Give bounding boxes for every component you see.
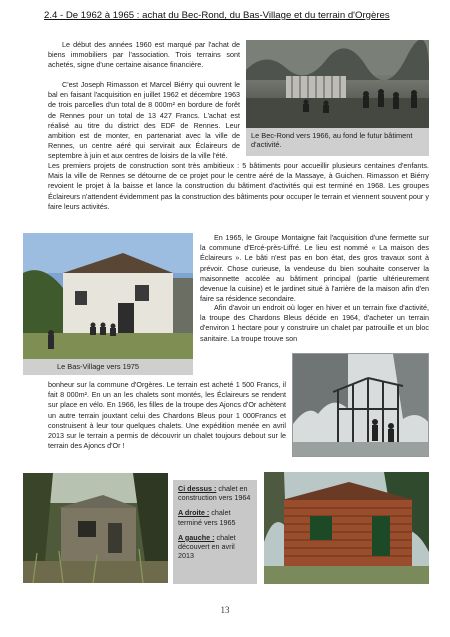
paragraph-orgeres: bonheur sur la commune d'Orgères. Le terrain est acheté 1 500 Francs, il fait 8 000m². En un an les chalets sont montés, les Éclaireurs se rendent sur place en vélo. En 1966, les filles de la troupe des Ajoncs d'Or achètent un autre terrain jouxtant celui des Chardons Bleus pour 1 000Francs et construisent à leur tour quelques chalets. Une expédition menée en avril 2013 sur le terrain a permis de découvrir un chalet toujours debout sur le terrain des Ajoncs d'Or ! bbox=[48, 380, 286, 451]
caption-bec-rond: Le Bec-Rond vers 1966, au fond le futur bâtiment d'activité. bbox=[246, 128, 429, 156]
caption-bas-village: Le Bas-Village vers 1975 bbox=[23, 359, 193, 375]
caption-text-ci-dessus: chalet en construction vers 1964 bbox=[178, 484, 251, 503]
caption-label-ci-dessus: Ci dessus : bbox=[178, 484, 217, 493]
caption-item-a-gauche bbox=[178, 533, 252, 561]
caption-label-a-droite: A droite : bbox=[178, 508, 210, 518]
paragraph-bec-rond: C'est Joseph Rimasson et Marcel Biérry qui ouvrent le bal en faisant l'acquisition en juillet 1962 et décembre 1963 de trois parcelles d'un total de 8 000m² en bordure de forêt de Rennes pour un total de 13 427 Francs. L'achat est réalisé au titre du district des EDF de Rennes. Leur ambition est de monter, en partenariat avec la ville de Rennes, un centre aéré qui servirait aux Éclaireurs de septembre à juin et aux centres de loisirs de la ville l'été. bbox=[48, 80, 240, 161]
caption-label-a-gauche: A gauche : bbox=[178, 532, 215, 542]
photo-chalet-construction bbox=[292, 353, 429, 457]
page-number: 13 bbox=[220, 605, 230, 615]
caption-item-ci-dessus bbox=[178, 484, 252, 502]
paragraph-orgeres-start: Afin d'avoir un endroit où loger en hiver et un terrain fixe d'activité, la troupe des Chardons Bleus décide en 1964, d'acheter un terrain d'environ 1 hectare pour y construire un chalet par patrouille et un bloc sanitaire. La troupe trouve son bbox=[200, 303, 429, 343]
caption-text-a-droite: chalet terminé vers 1965 bbox=[178, 508, 236, 527]
paragraph-intro: Le début des années 1960 est marqué par l'achat de biens immobiliers par l'association. Trois terrains sont achetés, signe d'une certaine aisance financière. bbox=[48, 40, 240, 70]
photo-bec-rond bbox=[246, 40, 429, 128]
section-title: 2.4 - De 1962 à 1965 : achat du Bec-Rond, du Bas-Village et du terrain d'Orgères bbox=[44, 10, 390, 21]
photo-bas-village bbox=[23, 233, 193, 359]
paragraph-projets: Les premiers projets de construction sont très ambitieux : 5 bâtiments pour accueillir plusieurs centaines d'enfants. Mais la ville de Rennes se détourne de ce projet pour le centre aéré de la Massaye, à Guichen. Rimasson et Biérry revoient le projet à la baisse et lance la construction du bâtiment d'activités qui est terminé en 1968. Les groupes Éclaireurs n'attendent évidemment pas la construction des bâtiments pour occuper le terrain et viennent souvent pour y faire leurs activités. bbox=[48, 161, 429, 211]
photo-chalet-2013 bbox=[23, 473, 168, 583]
paragraph-bas-village: En 1965, le Groupe Montaigne fait l'acquisition d'une fermette sur la commune d'Ercé-près-Liffré. Le lieu est nommé « La maison des Éclaireurs ». Le bâti n'est pas en bon état, des gros travaux sont à prévoir. Chose curieuse, la vendeuse du bien souhaite conserver la maisonnette accolée au bâtiment principal (partie ultérieurement devenue la cuisine) et le jardinet situé à l'arrière de la maison afin d'en faire sa résidence secondaire. bbox=[200, 233, 429, 304]
photo-chalet-termine bbox=[264, 472, 429, 584]
caption-box-chalets bbox=[173, 480, 257, 584]
caption-item-a-droite bbox=[178, 508, 252, 526]
caption-text-a-gauche: chalet découvert en avril 2013 bbox=[178, 532, 236, 561]
